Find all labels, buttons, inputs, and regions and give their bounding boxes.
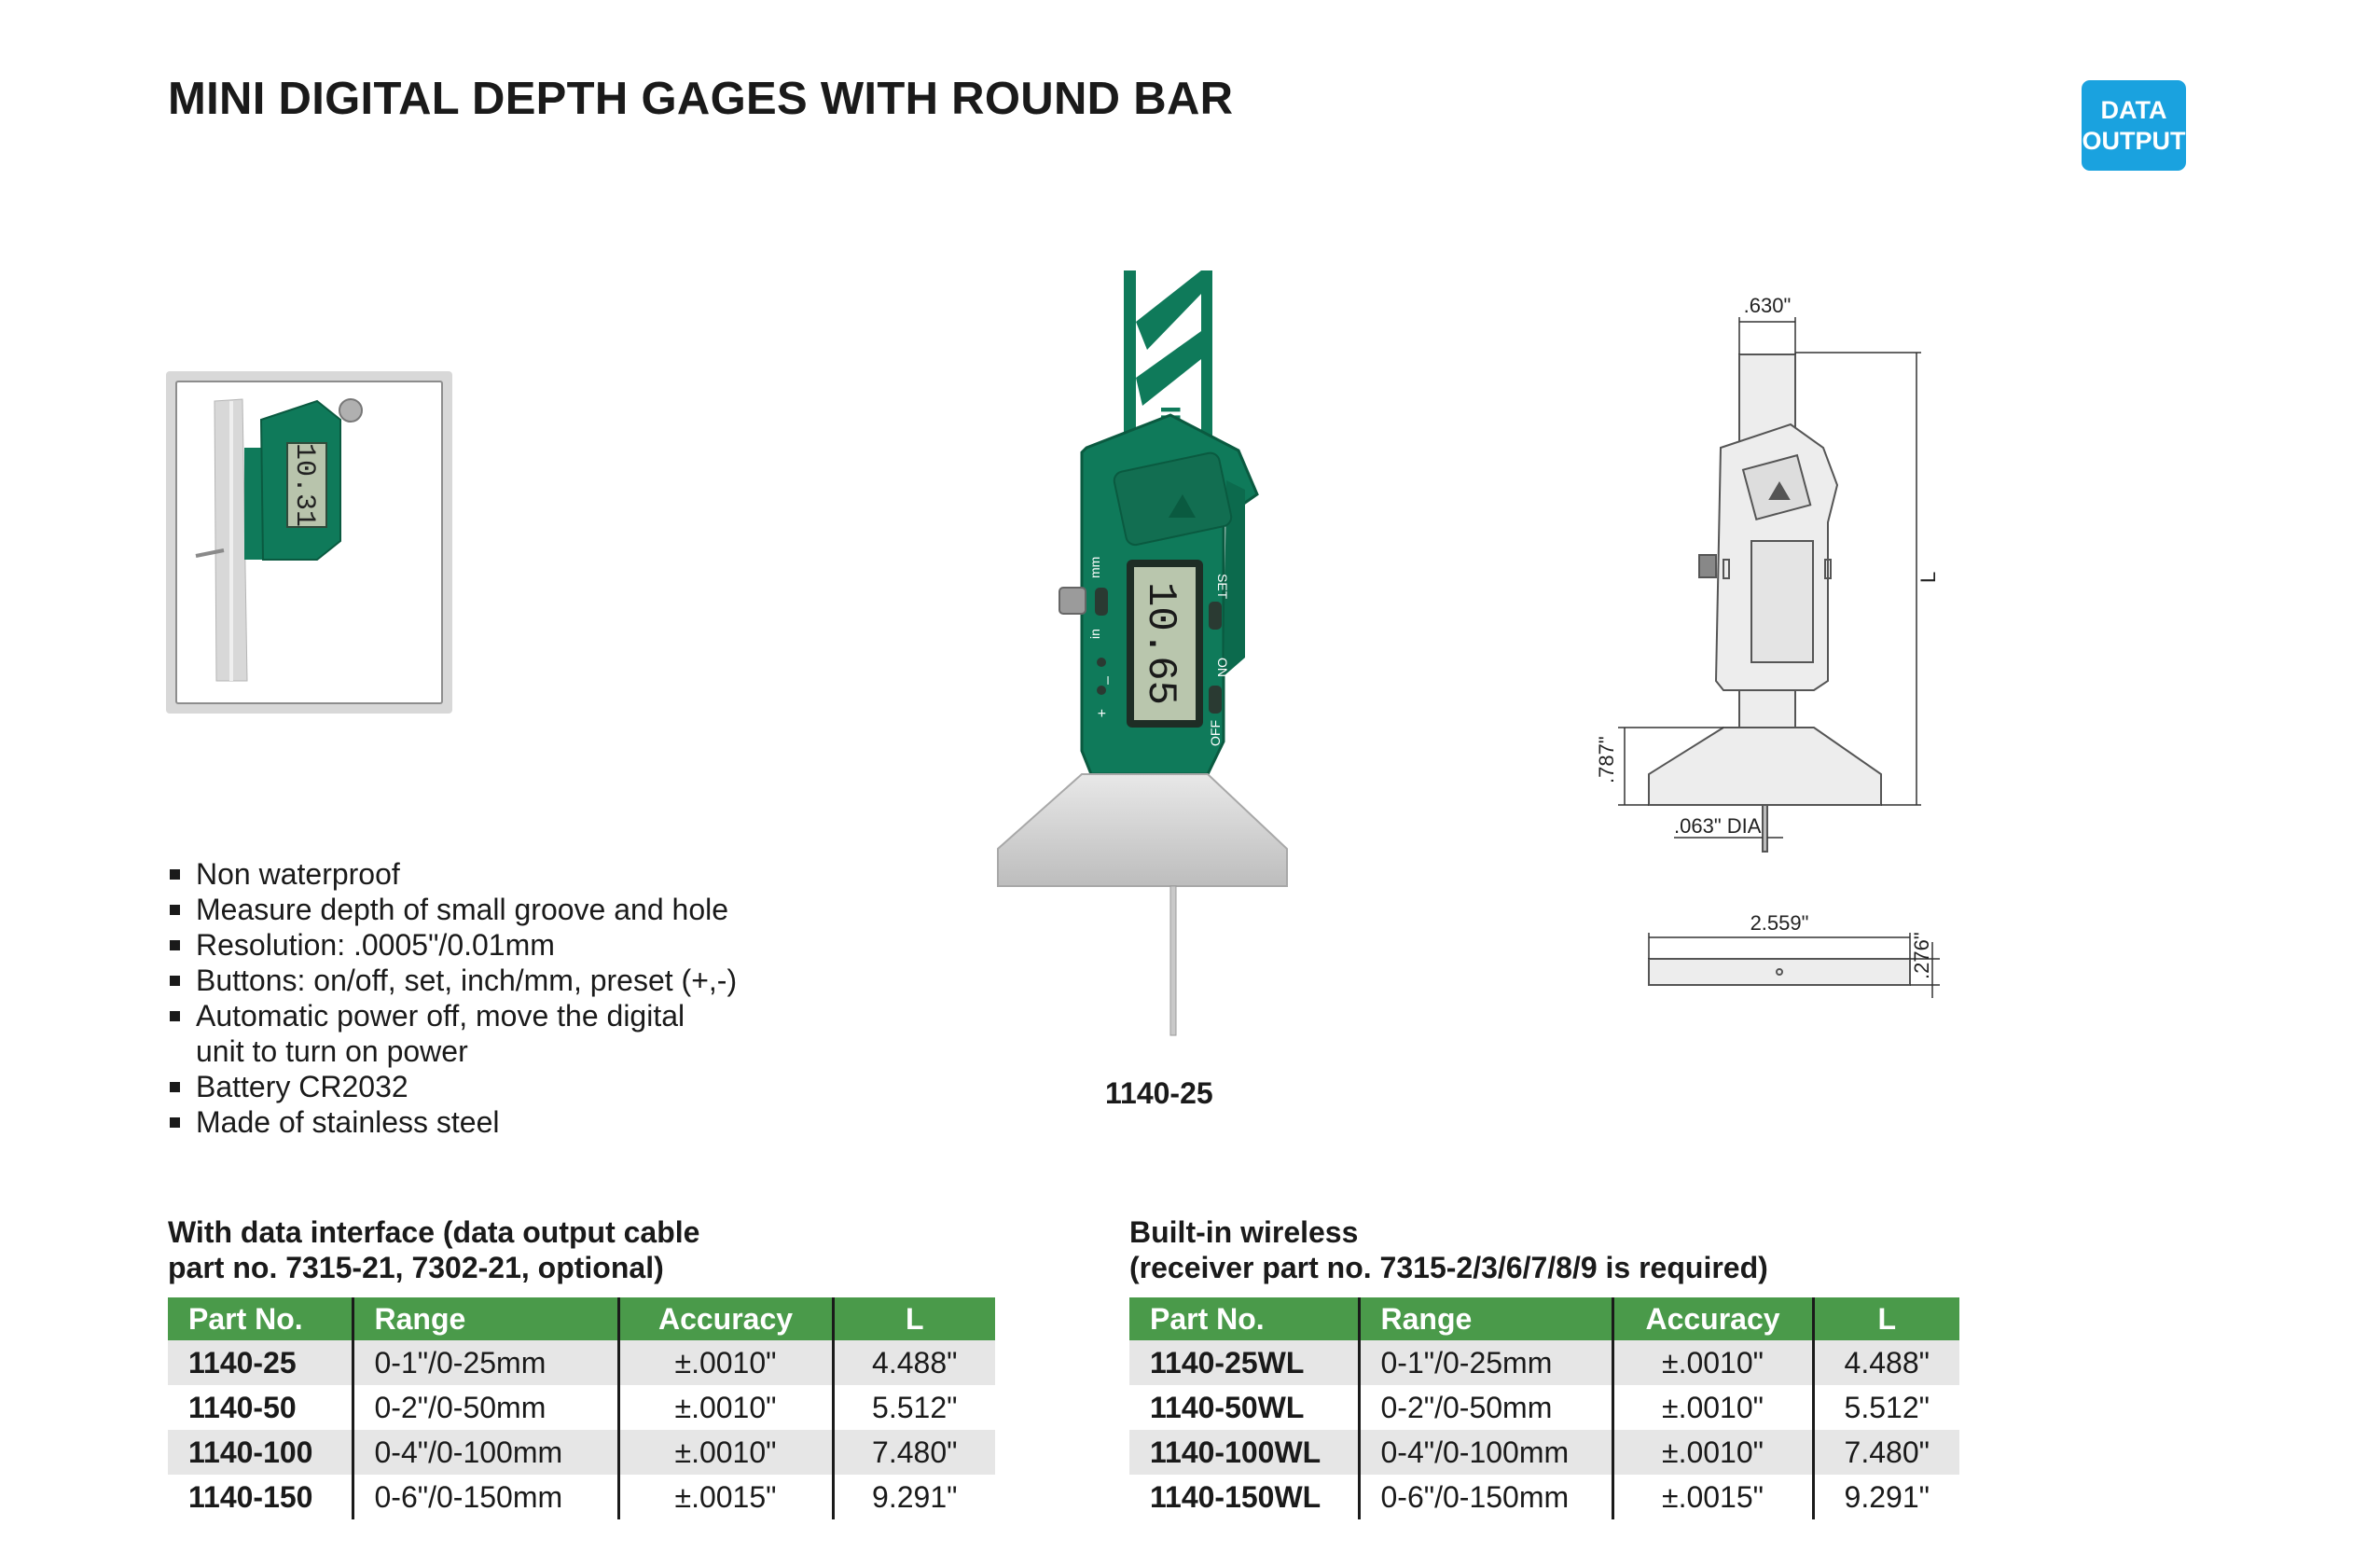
accuracy-cell: ±.0010" — [1612, 1385, 1813, 1430]
display-reading: 10.65 — [1137, 581, 1183, 706]
part-no-cell: 1140-50 — [168, 1385, 353, 1430]
col-header-range: Range — [353, 1297, 618, 1340]
dim-base-length: 2.559" — [1750, 911, 1809, 935]
usage-photo — [177, 382, 441, 702]
on-off-button — [1209, 686, 1222, 714]
length-cell: 9.291" — [1813, 1475, 1959, 1519]
feature-item: Battery CR2032 — [168, 1069, 737, 1104]
length-cell: 7.480" — [1813, 1430, 1959, 1475]
lock-knob-icon — [1059, 588, 1086, 614]
on-label: ON — [1215, 658, 1230, 677]
table-row — [1129, 1340, 1959, 1385]
dim-length: L — [1916, 571, 1940, 583]
badge-line-2: OUTPUT — [2082, 126, 2186, 155]
col-header-range: Range — [1359, 1297, 1612, 1340]
accuracy-cell: ±.0015" — [618, 1475, 833, 1519]
data-interface-heading — [168, 1214, 699, 1285]
col-header-l: L — [833, 1297, 995, 1340]
range-cell: 0-2"/0-50mm — [353, 1385, 618, 1430]
product-model-label: 1140-25 — [1105, 1076, 1213, 1110]
technical-drawing — [1567, 289, 1977, 998]
accuracy-cell: ±.0010" — [618, 1340, 833, 1385]
accuracy-cell: ±.0015" — [1612, 1475, 1813, 1519]
plus-button — [1097, 686, 1106, 695]
table-row — [1129, 1475, 1959, 1519]
in-label: in — [1087, 629, 1102, 639]
accuracy-cell: ±.0010" — [1612, 1430, 1813, 1475]
usage-thumbnail — [166, 371, 452, 714]
part-no-cell: 1140-100 — [168, 1430, 353, 1475]
dim-width-top: .630" — [1743, 294, 1792, 317]
table-row — [168, 1385, 995, 1430]
part-no-cell: 1140-25WL — [1129, 1340, 1359, 1385]
table-row — [168, 1430, 995, 1475]
product-photo — [979, 266, 1352, 1045]
feature-item: Buttons: on/off, set, inch/mm, preset (+,-) — [168, 963, 737, 998]
part-no-cell: 1140-25 — [168, 1340, 353, 1385]
data-output-badge — [2082, 80, 2186, 171]
table-header-row — [1129, 1297, 1959, 1340]
length-cell: 5.512" — [1813, 1385, 1959, 1430]
part-no-cell: 1140-150 — [168, 1475, 353, 1519]
accuracy-cell: ±.0010" — [1612, 1340, 1813, 1385]
col-header-accuracy: Accuracy — [1612, 1297, 1813, 1340]
wireless-heading — [1129, 1214, 1768, 1285]
length-cell: 7.480" — [833, 1430, 995, 1475]
thumb-display-reading: 10.31 — [288, 442, 320, 528]
data-interface-table — [168, 1297, 995, 1519]
page-title: MINI DIGITAL DEPTH GAGES WITH ROUND BAR — [168, 74, 1234, 124]
range-cell: 0-4"/0-100mm — [353, 1430, 618, 1475]
off-label: OFF — [1208, 720, 1223, 746]
length-cell: 9.291" — [833, 1475, 995, 1519]
badge-line-1: DATA — [2100, 96, 2167, 125]
table-header-row — [168, 1297, 995, 1340]
heading-line: With data interface (data output cable — [168, 1215, 700, 1249]
range-cell: 0-2"/0-50mm — [1359, 1385, 1612, 1430]
length-cell: 4.488" — [833, 1340, 995, 1385]
inch-mm-button — [1095, 588, 1108, 616]
table-row — [168, 1340, 995, 1385]
dim-base-height: .787" — [1595, 736, 1618, 783]
mm-label: mm — [1087, 556, 1102, 578]
col-header-accuracy: Accuracy — [618, 1297, 833, 1340]
features-list — [168, 856, 737, 1140]
range-cell: 0-1"/0-25mm — [1359, 1340, 1612, 1385]
feature-item: Made of stainless steel — [168, 1104, 737, 1140]
feature-item: Automatic power off, move the digital unit to turn on power — [168, 998, 690, 1069]
feature-item: Non waterproof — [168, 856, 737, 892]
range-cell: 0-4"/0-100mm — [1359, 1430, 1612, 1475]
table-row — [1129, 1385, 1959, 1430]
part-no-cell: 1140-150WL — [1129, 1475, 1359, 1519]
wireless-table — [1129, 1297, 1959, 1519]
range-cell: 0-1"/0-25mm — [353, 1340, 618, 1385]
col-header-part-no: Part No. — [168, 1297, 353, 1340]
feature-item: Measure depth of small groove and hole — [168, 892, 737, 927]
part-no-cell: 1140-100WL — [1129, 1430, 1359, 1475]
set-button — [1209, 602, 1222, 630]
table-row — [1129, 1430, 1959, 1475]
length-cell: 5.512" — [833, 1385, 995, 1430]
range-cell: 0-6"/0-150mm — [1359, 1475, 1612, 1519]
col-header-l: L — [1813, 1297, 1959, 1340]
heading-line: part no. 7315-21, 7302-21, optional) — [168, 1251, 664, 1284]
table-row — [168, 1475, 995, 1519]
accuracy-cell: ±.0010" — [618, 1430, 833, 1475]
heading-line: (receiver part no. 7315-2/3/6/7/8/9 is required) — [1129, 1251, 1768, 1284]
range-cell: 0-6"/0-150mm — [353, 1475, 618, 1519]
minus-label: – — [1100, 676, 1116, 685]
feature-item: Resolution: .0005"/0.01mm — [168, 927, 737, 963]
set-label: SET — [1215, 574, 1230, 600]
plus-label: + — [1093, 709, 1109, 718]
accuracy-cell: ±.0010" — [618, 1385, 833, 1430]
heading-line: Built-in wireless — [1129, 1215, 1359, 1249]
part-no-cell: 1140-50WL — [1129, 1385, 1359, 1430]
dim-rod-diameter: .063" DIA — [1674, 814, 1762, 838]
length-cell: 4.488" — [1813, 1340, 1959, 1385]
col-header-part-no: Part No. — [1129, 1297, 1359, 1340]
thumb-knob-icon — [339, 399, 362, 422]
minus-button — [1097, 658, 1106, 667]
dim-base-thickness: .276" — [1910, 932, 1933, 979]
